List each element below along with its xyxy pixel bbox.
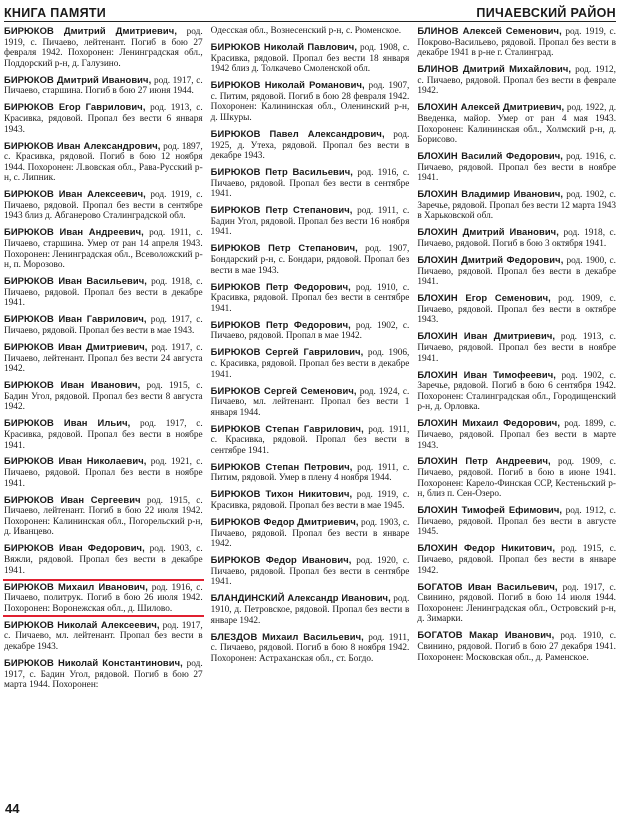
- entry-name: БЛОХИН Дмитрий Иванович,: [417, 226, 559, 238]
- entry-text: род. 1917, с. Красивка, рядовой. Пропал без вести в ноябре 1941.: [4, 419, 203, 451]
- memorial-entry: [210, 320, 411, 342]
- memorial-entry: [210, 42, 411, 75]
- entry-name: БИРЮКОВ Иван Александрович,: [4, 139, 161, 151]
- entry-text: род. 1924, с. Пичаево, мл. лейтенант. Пропал без вести 1 января 1944.: [210, 386, 410, 418]
- highlighted-entry: [3, 582, 204, 615]
- entry-name: БЛАНДИНСКИЙ Александр Иванович,: [210, 592, 391, 604]
- memorial-entry: [210, 167, 411, 200]
- memorial-entry: [210, 205, 411, 238]
- memorial-entry: [416, 151, 617, 184]
- entry-name: БИРЮКОВ Степан Петрович,: [210, 460, 353, 472]
- memorial-entry: [3, 75, 204, 97]
- entry-name: БЛИНОВ Дмитрий Михайлович,: [417, 63, 572, 75]
- memorial-entry: [416, 418, 617, 451]
- memorial-entry: [210, 282, 411, 315]
- entry-text: род. 1900, с. Пичаево, рядовой. Пропал без вести в декабре 1941.: [417, 256, 617, 288]
- memorial-entry: [210, 243, 411, 276]
- entry-name: БИРЮКОВ Николай Павлович,: [210, 40, 358, 52]
- memorial-entry: [416, 26, 617, 59]
- entry-text: род. 1917, с. Пичаево, мл. лейтенант. Пропал без вести в декабре 1943.: [4, 620, 203, 652]
- entry-text: род. 1917, с. Пичаево, лейтенант. Пропал без вести 24 августа 1942.: [4, 342, 203, 375]
- entry-text: род. 1910, с. Свинино, рядовой. Погиб в бою 27 декабря 1941. Похоронен: Московская обл., д. Раменское.: [417, 631, 617, 663]
- memorial-entry: [3, 620, 204, 653]
- memorial-entry: [210, 555, 411, 588]
- page-header: [4, 0, 616, 22]
- entry-name: БЛИНОВ Алексей Семенович,: [417, 26, 562, 36]
- memorial-entry: [210, 593, 411, 626]
- entry-text: род. 1911, с. Питим, рядовой. Умер в плену 4 ноября 1944.: [210, 462, 410, 484]
- entry-name: БИРЮКОВ Николай Романович,: [210, 79, 365, 91]
- memorial-entry: [416, 582, 617, 625]
- memorial-entry: [416, 505, 617, 538]
- entry-text: род. 1912, с. Пичаево, рядовой. Пропал без вести в августе 1945.: [417, 506, 617, 538]
- memorial-entry: [416, 331, 617, 364]
- entry-text: род. 1916, с. Пичаево, рядовой. Пропал без вести в сентябре 1941.: [210, 168, 410, 200]
- entry-text: род. 1919, с. Покрово-Васильево, рядовой. Пропал без вести в декабре 1941 в р-не г. Сталинград.: [417, 27, 617, 59]
- memorial-entry: [416, 227, 617, 249]
- entry-text: род. 1925, д. Утеха, рядовой. Пропал без вести в декабре 1943.: [210, 129, 410, 162]
- entry-text: род. 1902, с. Заречье, рядовой. Пропал без вести 12 марта 1943 в Харьковской обл.: [417, 190, 617, 222]
- memorial-entry: [3, 227, 204, 270]
- memorial-entry: [3, 141, 204, 184]
- entry-text: род. 1917, с. Пичаево, рядовой. Пропал без вести в мае 1943.: [4, 315, 203, 336]
- entry-name: БИРЮКОВ Дмитрий Дмитриевич,: [4, 26, 178, 36]
- memorial-entry: [210, 632, 411, 665]
- entry-text: род. 1899, с. Пичаево, рядовой. Пропал без вести в марте 1943.: [417, 419, 617, 451]
- entry-text: род. 1916, с. Пичаево, рядовой. Пропал без вести в ноябре 1941.: [417, 152, 617, 184]
- entry-text: род. 1902, с. Пичаево, рядовой. Пропал в мае 1942.: [210, 320, 410, 342]
- entry-name: БИРЮКОВ Иван Дмитриевич,: [4, 340, 148, 352]
- entry-text: род. 1919, с. Пичаево, лейтенант. Погиб в бою 27 февраля 1942. Похоронен: Ленинградская обл., Поддорский р-н, д. Галузино.: [4, 27, 203, 69]
- entry-name: БЛОХИН Дмитрий Федорович,: [417, 254, 564, 266]
- entry-name: БЛОХИН Владимир Иванович,: [417, 188, 564, 200]
- entry-text: род. 1903, с. Пичаево, рядовой. Пропал без вести в январе 1942.: [210, 518, 410, 550]
- entry-text: род. 1920, с. Пичаево, рядовой. Пропал без вести в сентябре 1941.: [210, 556, 410, 588]
- entry-text: род. 1897, с. Красивка, рядовой. Погиб в бою 12 ноября 1944. Похоронен: Л.вовская обл., Рава-Русский р-н, с. Липник.: [4, 141, 203, 184]
- entry-text: род. 1919, с. Красивка, рядовой. Пропал без вести в мае 1945.: [210, 490, 410, 512]
- entry-name: БИРЮКОВ Николай Константинович,: [4, 656, 183, 668]
- entry-name: БИРЮКОВ Тихон Никитович,: [210, 488, 353, 500]
- memorial-entry: [3, 495, 204, 538]
- entry-name: БЛОХИН Петр Андреевич,: [417, 455, 551, 467]
- memorial-entry: [3, 276, 204, 309]
- entry-name: БИРЮКОВ Сергей Семенович,: [210, 384, 357, 396]
- entry-name: БИРЮКОВ Иван Сергеевич: [4, 493, 141, 505]
- memorial-entry: [210, 462, 411, 484]
- entry-text: род. 1909, с. Пичаево, рядовой. Пропал без вести в октябре 1943.: [417, 294, 617, 326]
- entry-text: род. 1921, с. Пичаево, рядовой. Пропал без вести в ноябре 1941.: [4, 457, 203, 489]
- entry-name: БЛОХИН Егор Семенович,: [417, 292, 551, 304]
- entry-text: род. 1912, с. Пичаево, рядовой. Пропал без вести в феврале 1942.: [417, 65, 617, 97]
- entry-name: БИРЮКОВ Петр Степанович,: [210, 204, 353, 216]
- memorial-entry: [416, 456, 617, 499]
- entries-columns: [3, 26, 617, 798]
- memorial-entry: [3, 418, 204, 451]
- entry-text: род. 1922, д. Введенка, майор. Умер от ран 4 мая 1943. Похоронен: Калининская обл., Холмский р-н, д. Борисово.: [417, 103, 617, 146]
- entry-text: род. 1916, с. Пичаево, политрук. Погиб в бою 26 июля 1942. Похоронен: Воронежская обл., д. Шилово.: [4, 582, 203, 614]
- entry-name: БЛЕЗДОВ Михаил Васильевич,: [210, 630, 364, 642]
- memorial-entry: [3, 26, 204, 69]
- memorial-entry: [3, 456, 204, 489]
- memorial-entry: [3, 102, 204, 135]
- memorial-entry: [416, 543, 617, 576]
- memorial-entry: [3, 658, 204, 691]
- entry-name: БИРЮКОВ Иван Гаврилович,: [4, 313, 147, 325]
- entry-text: род. 1909, с. Пичаево, рядовой. Погиб в бою в июне 1941. Похоронен: Карело-Финская ССР, Кестеньский р-н, близ п. Сен-Озеро.: [417, 457, 617, 500]
- column-3: [416, 26, 617, 798]
- book-title: КНИГА ПАМЯТИ: [4, 6, 107, 20]
- memorial-entry: [3, 543, 204, 576]
- entry-text: род. 1915, с. Пичаево, лейтенант. Погиб в бою 22 июля 1942. Похоронен: Калининская обл., Погорельский р-н, д. Иванцево.: [4, 495, 203, 538]
- memorial-entry: [210, 517, 411, 550]
- entry-text: род. 1911, с. Красивка, рядовой. Пропал без вести в сентябре 1941.: [210, 424, 410, 456]
- entry-name: БИРЮКОВ Павел Александрович,: [210, 127, 385, 139]
- entry-name: БОГАТОВ Иван Васильевич,: [417, 580, 558, 592]
- entry-text: род. 1913, с. Красивка, рядовой. Пропал без вести 6 января 1943.: [4, 103, 203, 135]
- memorial-entry: [3, 189, 204, 222]
- entry-name: БИРЮКОВ Иван Васильевич,: [4, 275, 148, 287]
- memorial-entry: [416, 189, 617, 222]
- entry-text: род. 1907, с. Питим, рядовой. Погиб в бою 28 февраля 1942. Похоронен: Калининская обл., Оленинский р-н, д. Шкуры.: [210, 81, 410, 123]
- entry-name: БИРЮКОВ Иван Иванович,: [4, 379, 141, 391]
- memorial-entry: [3, 342, 204, 375]
- entry-name: БИРЮКОВ Иван Ильич,: [4, 417, 131, 429]
- column-1: [3, 26, 204, 798]
- entry-name: БЛОХИН Иван Тимофеевич,: [417, 368, 557, 380]
- entry-text: род. 1910, д. Петровское, рядовой. Пропал без вести в январе 1942.: [210, 594, 410, 626]
- entry-name: БИРЮКОВ Николай Алексеевич,: [4, 618, 160, 630]
- entry-name: БЛОХИН Михаил Федорович,: [417, 417, 561, 429]
- entry-name: БИРЮКОВ Федор Иванович,: [210, 554, 352, 566]
- memorial-entry: [210, 26, 411, 37]
- entry-text: род. 1917, с. Бадин Угол, рядовой. Погиб в бою 27 марта 1944. Похоронен:: [4, 658, 203, 691]
- memorial-entry: [210, 386, 411, 419]
- entry-name: БИРЮКОВ Петр Степанович,: [210, 242, 358, 254]
- entry-name: БИРЮКОВ Егор Гаврилович,: [4, 101, 146, 113]
- memorial-entry: [210, 80, 411, 123]
- district-title: ПИЧАЕВСКИЙ РАЙОН: [476, 6, 616, 20]
- entry-text: род. 1908, с. Красивка, рядовой. Пропал без вести 18 января 1942 близ д. Толкачево Смоленской обл.: [210, 42, 410, 75]
- entry-name: БЛОХИН Алексей Дмитриевич,: [417, 101, 565, 113]
- entry-name: БЛОХИН Федор Никитович,: [417, 542, 556, 554]
- entry-text: род. 1910, с. Красивка, рядовой. Пропал без вести в сентябре 1941.: [210, 282, 410, 314]
- memorial-entry: [416, 630, 617, 663]
- entry-text: род. 1917, с. Свинино, рядовой. Погиб в бою 14 июля 1944. Похоронен: Ленинградская обл., Островский р-н, д. Зимарки.: [417, 582, 617, 625]
- entry-text: Одесская обл., Вознесенский р-н, с. Рюменское.: [210, 26, 402, 36]
- memorial-entry: [416, 255, 617, 288]
- entry-text: род. 1902, с. Заречье, рядовой. Погиб в бою 6 сентября 1942. Похоронен: Сталинградская обл., Городищенский р-н, д. Орловка.: [417, 370, 617, 413]
- memorial-entry: [210, 489, 411, 511]
- entry-name: БЛОХИН Василий Федорович,: [417, 150, 563, 162]
- entry-text: род. 1911, с. Бадин Угол, рядовой. Пропал без вести 16 ноября 1941.: [210, 206, 410, 238]
- entry-name: БИРЮКОВ Степан Гаврилович,: [210, 422, 364, 434]
- entry-name: БИРЮКОВ Петр Федорович,: [210, 318, 351, 330]
- entry-name: БИРЮКОВ Федор Дмитриевич,: [210, 516, 359, 528]
- memorial-entry: [416, 370, 617, 413]
- entry-text: род. 1915, с. Пичаево, рядовой. Пропал без вести в январе 1942.: [417, 544, 617, 576]
- memorial-entry: [416, 64, 617, 97]
- entry-text: род. 1906, с. Красивка, рядовой. Пропал без вести в декабре 1941.: [210, 348, 410, 380]
- entry-text: род. 1918, с. Пичаево, рядовой. Погиб в бою 3 октября 1941.: [417, 228, 617, 250]
- entry-name: БИРЮКОВ Сергей Гаврилович,: [210, 346, 364, 358]
- entry-name: БИРЮКОВ Иван Федорович,: [4, 542, 145, 554]
- entry-name: БИРЮКОВ Михаил Иванович,: [4, 580, 148, 592]
- entry-name: БИРЮКОВ Петр Васильевич,: [210, 166, 354, 178]
- entry-name: БИРЮКОВ Иван Алексеевич,: [4, 188, 146, 200]
- entry-text: род. 1911, с. Пичаево, старшина. Умер от ран 14 апреля 1943. Похоронен: Ленинградская обл., Всеволожский р-н, п. Морозово.: [4, 228, 203, 271]
- entry-name: БОГАТОВ Макар Иванович,: [417, 629, 555, 641]
- memorial-entry: [416, 102, 617, 145]
- memorial-entry: [210, 347, 411, 380]
- entry-text: род. 1911, с. Пичаево, рядовой. Погиб в бою 8 ноября 1942. Похоронен: Астраханская обл., ст. Богдо.: [210, 632, 410, 664]
- page-number: 44: [5, 801, 20, 816]
- entry-name: БИРЮКОВ Петр Федорович,: [210, 280, 351, 292]
- entry-text: род. 1919, с. Пичаево, рядовой. Пропал без вести в сентябре 1943 близ д. Абганерово Сталинградской обл.: [4, 190, 203, 222]
- entry-name: БИРЮКОВ Иван Андреевич,: [4, 226, 144, 238]
- entry-name: БИРЮКОВ Иван Николаевич,: [4, 455, 147, 467]
- entry-text: род. 1918, с. Пичаево, рядовой. Пропал без вести в декабре 1941.: [4, 277, 203, 309]
- memorial-entry: [210, 424, 411, 457]
- entry-text: род. 1903, с. Вяжли, рядовой. Пропал без вести в декабре 1941.: [4, 544, 203, 576]
- memorial-entry: [210, 129, 411, 162]
- entry-text: род. 1913, с. Пичаево, рядовой. Пропал без вести в ноябре 1941.: [417, 332, 617, 364]
- entry-name: БЛОХИН Тимофей Ефимович,: [417, 504, 563, 516]
- memorial-entry: [416, 293, 617, 326]
- column-2: [210, 26, 411, 798]
- memorial-entry: [3, 380, 204, 413]
- memorial-entry: [3, 314, 204, 336]
- entry-name: БИРЮКОВ Дмитрий Иванович,: [4, 73, 152, 85]
- entry-name: БЛОХИН Иван Дмитриевич,: [417, 330, 556, 342]
- entry-text: род. 1915, с. Бадин Угол, рядовой. Пропал без вести 8 августа 1942.: [4, 381, 203, 413]
- entry-text: род. 1917, с. Пичаево, старшина. Погиб в бою 27 июня 1944.: [4, 75, 203, 97]
- entry-text: род. 1907, Бондарский р-н, с. Бондари, рядовой. Пропал без вести в мае 1943.: [210, 244, 410, 276]
